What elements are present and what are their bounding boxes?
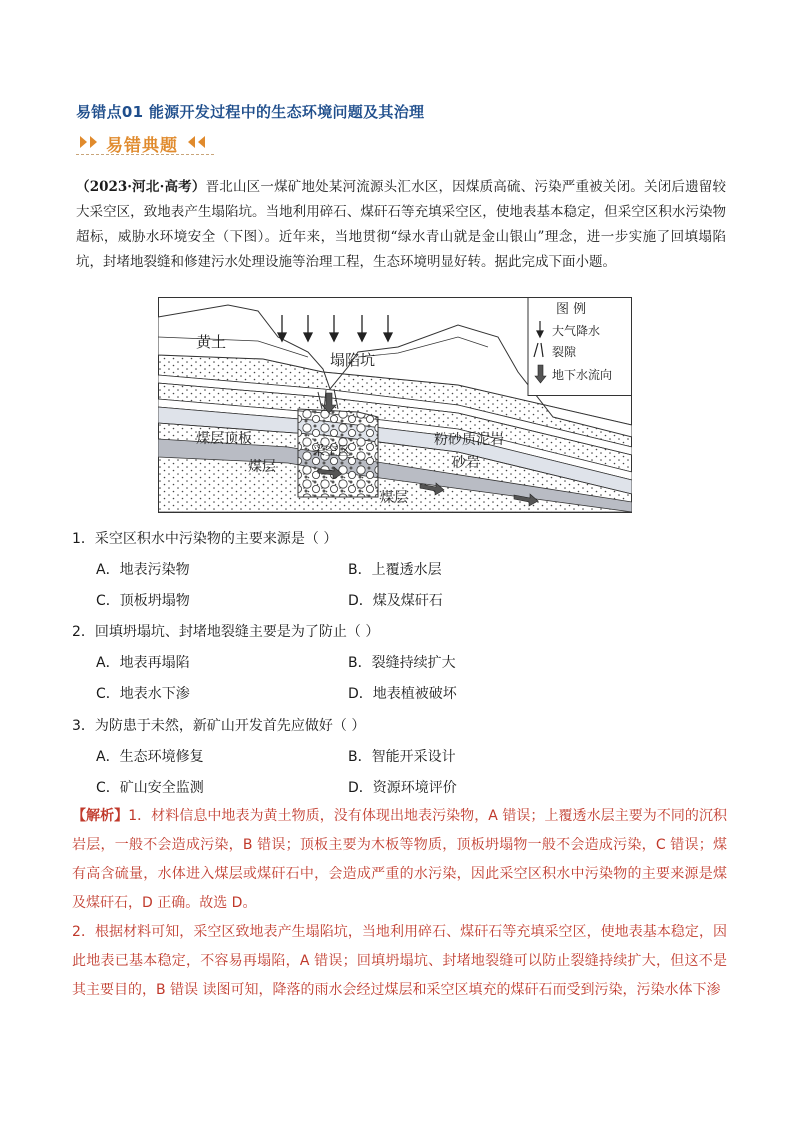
banner-label: 易错典题 [106, 136, 178, 156]
option-3b[interactable]: B．智能开采设计 [348, 749, 456, 765]
option-2d[interactable]: D．地表植被破坏 [348, 686, 457, 702]
option-3c[interactable]: C．矿山安全监测 [96, 780, 204, 796]
question-3: 3．为防患于未然，新矿山开发首先应做好（ ） [72, 718, 366, 734]
option-1c[interactable]: C．顶板坍塌物 [96, 593, 190, 609]
option-2a[interactable]: A．地表再塌陷 [96, 655, 190, 671]
banner-divider [76, 154, 214, 155]
label-sandstone: 砂岩 [452, 455, 480, 471]
stem-text: 晋北山区一煤矿地处某河流源头汇水区，因煤质高硫、污染严重被关闭。关闭后遗留较大采空区，致地表产生塌陷坑。当地利用碎石、煤矸石等充填采空区，使地表基本稳定，但采空区积水污染物超标，威胁水环境安全（下图）。近年来，当地贯彻“绿水青山就是金山银山”理念，进一步实施了回填塌陷坑，封堵地裂缝和修建污水处理设施等治理工程，生态环境明显好转。据此完成下面小题。 [76, 179, 726, 270]
legend-title: 图 例 [556, 302, 587, 317]
analysis-paragraph-2: 2．根据材料可知，采空区致地表产生塌陷坑，当地利用碎石、煤矸石等充填采空区，使地表基本稳定，因此地表已基本稳定，不容易再塌陷，A 错误；回填坍塌坑、封堵地裂缝可以防止裂缝持续扩大，但这不是其主要目的，B 错误 读图可知，降落的雨水会经过煤层和采空区填充的煤矸石而受到污染，污染水体下渗 [72, 924, 727, 998]
label-loess: 黄土 [196, 333, 227, 351]
geology-diagram [158, 297, 632, 513]
label-pit: 塌陷坑 [330, 351, 376, 369]
option-1d[interactable]: D．煤及煤矸石 [348, 593, 443, 609]
label-roof: 煤层顶板 [196, 431, 252, 447]
triangle-left-icon [198, 136, 205, 148]
section-title: 易错点01 能源开发过程中的生态环境问题及其治理 [76, 103, 425, 121]
legend [528, 298, 632, 396]
legend-item-label: 大气降水 [552, 324, 601, 338]
option-3a[interactable]: A．生态环境修复 [96, 749, 204, 765]
stem-source: （2023·河北·高考） [76, 179, 206, 195]
triangle-right-icon [80, 136, 87, 148]
option-3d[interactable]: D．资源环境评价 [348, 780, 457, 796]
option-1b[interactable]: B．上覆透水层 [348, 562, 442, 578]
banner [76, 128, 216, 156]
question-1: 1．采空区积水中污染物的主要来源是（ ） [72, 531, 338, 547]
triangle-left-icon [188, 136, 195, 148]
analysis-tag: 【解析】 [72, 808, 129, 824]
analysis-text: 1．材料信息中地表为黄土物质，没有体现出地表污染物，A 错误；上覆透水层主要为不同的沉积岩层，一般不会造成污染，B 错误；顶板主要为木板等物质，顶板坍塌物一般不会造成污染，C 错误；煤有高含硫量，水体进入煤层或煤矸石中，会造成严重的水污染，因此采空区积水中污染物的主要来源是煤及煤矸石，D 正确。故选 D。 [72, 808, 728, 911]
option-2b[interactable]: B．裂缝持续扩大 [348, 655, 456, 671]
legend-item-label: 地下水流向 [552, 368, 613, 382]
option-1a[interactable]: A．地表污染物 [96, 562, 190, 578]
legend-item-label: 裂隙 [552, 345, 577, 359]
option-2c[interactable]: C．地表水下渗 [96, 686, 190, 702]
analysis-paragraph-1 [72, 802, 727, 918]
label-goaf: 采空区 [312, 444, 352, 459]
label-coal-right: 煤层 [380, 490, 408, 506]
question-2: 2．回填坍塌坑、封堵地裂缝主要是为了防止（ ） [72, 624, 380, 640]
question-stem [76, 175, 726, 275]
label-siltstone: 粉砂质泥岩 [434, 432, 504, 448]
triangle-right-icon [90, 136, 97, 148]
label-coal-left: 煤层 [248, 459, 276, 475]
